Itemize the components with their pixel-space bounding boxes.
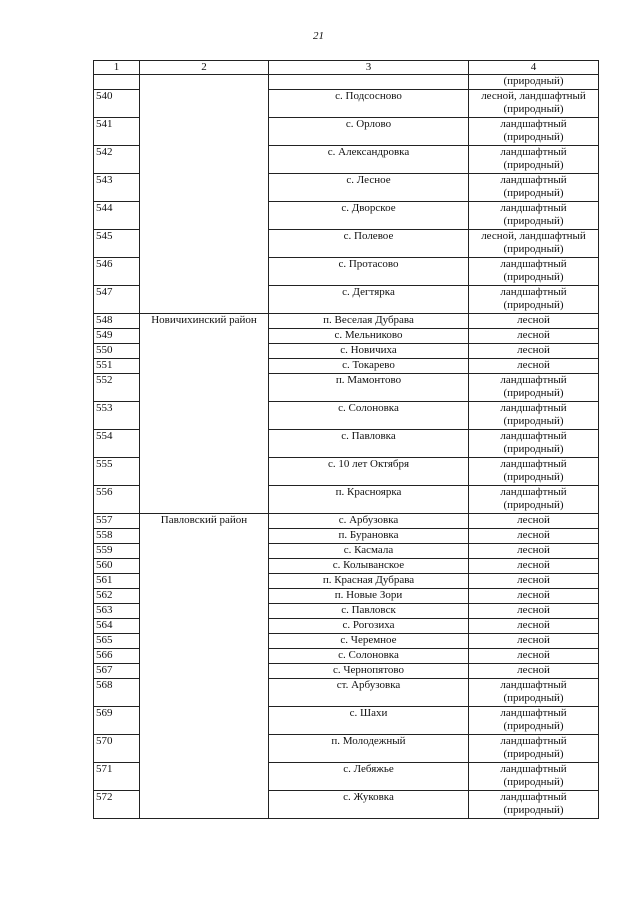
settlement-cell: с. Павловск bbox=[269, 604, 469, 619]
resort-type-cell: лесной bbox=[469, 619, 599, 634]
resort-type-cell: лесной bbox=[469, 544, 599, 559]
settlement-cell: с. Полевое bbox=[269, 230, 469, 258]
district-cell bbox=[140, 75, 269, 90]
table-row bbox=[94, 634, 599, 649]
row-number-cell: 554 bbox=[94, 430, 140, 458]
district-cell bbox=[140, 374, 269, 402]
row-number-cell: 545 bbox=[94, 230, 140, 258]
table-row bbox=[94, 649, 599, 664]
table-row bbox=[94, 359, 599, 374]
row-number-cell: 559 bbox=[94, 544, 140, 559]
resort-type-cell: лесной bbox=[469, 344, 599, 359]
settlement-cell: с. Орлово bbox=[269, 118, 469, 146]
table-row bbox=[94, 344, 599, 359]
row-number-cell: 568 bbox=[94, 679, 140, 707]
resort-type-cell: ландшафтный (природный) bbox=[469, 174, 599, 202]
resort-type-cell: лесной, ландшафтный (природный) bbox=[469, 230, 599, 258]
resort-type-cell: ландшафтный (природный) bbox=[469, 402, 599, 430]
settlement-cell: п. Мамонтово bbox=[269, 374, 469, 402]
district-cell bbox=[140, 529, 269, 544]
settlement-cell: с. Черемное bbox=[269, 634, 469, 649]
district-cell bbox=[140, 458, 269, 486]
table-row bbox=[94, 374, 599, 402]
resort-type-cell: ландшафтный (природный) bbox=[469, 202, 599, 230]
settlement-cell: с. Павловка bbox=[269, 430, 469, 458]
settlement-cell: п. Бурановка bbox=[269, 529, 469, 544]
resort-type-cell: ландшафтный (природный) bbox=[469, 118, 599, 146]
table-row bbox=[94, 589, 599, 604]
district-cell bbox=[140, 146, 269, 174]
row-number-cell: 557 bbox=[94, 514, 140, 529]
table-row bbox=[94, 258, 599, 286]
district-cell bbox=[140, 486, 269, 514]
table-row bbox=[94, 559, 599, 574]
table-row bbox=[94, 679, 599, 707]
district-cell bbox=[140, 763, 269, 791]
row-number-cell: 541 bbox=[94, 118, 140, 146]
settlement-cell: с. Дворское bbox=[269, 202, 469, 230]
resort-type-cell: ландшафтный (природный) bbox=[469, 258, 599, 286]
settlement-cell bbox=[269, 75, 469, 90]
row-number-cell: 556 bbox=[94, 486, 140, 514]
district-cell bbox=[140, 202, 269, 230]
settlement-cell: с. Жуковка bbox=[269, 791, 469, 819]
district-cell bbox=[140, 329, 269, 344]
resort-type-cell: ландшафтный (природный) bbox=[469, 763, 599, 791]
row-number-cell: 543 bbox=[94, 174, 140, 202]
settlement-cell: с. Мельниково bbox=[269, 329, 469, 344]
resort-type-cell: ландшафтный (природный) bbox=[469, 735, 599, 763]
row-number-cell: 546 bbox=[94, 258, 140, 286]
page-number: 21 bbox=[313, 30, 324, 42]
settlement-cell: с. Дегтярка bbox=[269, 286, 469, 314]
district-cell bbox=[140, 174, 269, 202]
row-number-cell: 551 bbox=[94, 359, 140, 374]
row-number-cell: 542 bbox=[94, 146, 140, 174]
district-cell bbox=[140, 574, 269, 589]
settlement-cell: с. Колыванское bbox=[269, 559, 469, 574]
district-cell bbox=[140, 544, 269, 559]
settlement-cell: с. Чернопятово bbox=[269, 664, 469, 679]
district-cell bbox=[140, 402, 269, 430]
table-body bbox=[94, 61, 599, 819]
resort-type-cell: (природный) bbox=[469, 75, 599, 90]
table-row bbox=[94, 230, 599, 258]
settlement-cell: п. Красноярка bbox=[269, 486, 469, 514]
row-number-cell: 565 bbox=[94, 634, 140, 649]
table-row bbox=[94, 430, 599, 458]
district-cell bbox=[140, 559, 269, 574]
table-row bbox=[94, 604, 599, 619]
table-row bbox=[94, 458, 599, 486]
resort-type-cell: ландшафтный (природный) bbox=[469, 791, 599, 819]
table-row bbox=[94, 118, 599, 146]
district-cell bbox=[140, 344, 269, 359]
district-cell bbox=[140, 430, 269, 458]
row-number-cell: 553 bbox=[94, 402, 140, 430]
row-number-cell: 561 bbox=[94, 574, 140, 589]
row-number-cell: 563 bbox=[94, 604, 140, 619]
district-cell bbox=[140, 286, 269, 314]
resort-type-cell: ландшафтный (природный) bbox=[469, 430, 599, 458]
table-row bbox=[94, 90, 599, 118]
resort-type-cell: лесной bbox=[469, 559, 599, 574]
table-row bbox=[94, 763, 599, 791]
row-number-cell: 547 bbox=[94, 286, 140, 314]
resort-type-cell: ландшафтный (природный) bbox=[469, 286, 599, 314]
resort-type-cell: лесной bbox=[469, 529, 599, 544]
table-row bbox=[94, 174, 599, 202]
resort-type-cell: лесной bbox=[469, 664, 599, 679]
row-number-cell: 562 bbox=[94, 589, 140, 604]
resort-type-cell: лесной bbox=[469, 649, 599, 664]
resort-type-cell: лесной bbox=[469, 314, 599, 329]
district-cell bbox=[140, 679, 269, 707]
district-cell bbox=[140, 634, 269, 649]
table-row bbox=[94, 402, 599, 430]
header-col-2: 2 bbox=[140, 61, 269, 75]
district-cell bbox=[140, 258, 269, 286]
row-number-cell: 555 bbox=[94, 458, 140, 486]
resort-type-cell: ландшафтный (природный) bbox=[469, 486, 599, 514]
settlement-cell: с. Рогозиха bbox=[269, 619, 469, 634]
district-cell bbox=[140, 90, 269, 118]
table-row bbox=[94, 146, 599, 174]
row-number-cell: 540 bbox=[94, 90, 140, 118]
resort-type-cell: ландшафтный (природный) bbox=[469, 374, 599, 402]
resort-type-cell: лесной bbox=[469, 574, 599, 589]
settlement-cell: с. Александровка bbox=[269, 146, 469, 174]
table-row bbox=[94, 514, 599, 529]
resort-type-cell: ландшафтный (природный) bbox=[469, 707, 599, 735]
district-cell bbox=[140, 604, 269, 619]
row-number-cell: 544 bbox=[94, 202, 140, 230]
settlement-cell: п. Веселая Дубрава bbox=[269, 314, 469, 329]
table-row bbox=[94, 529, 599, 544]
table-row bbox=[94, 202, 599, 230]
row-number-cell: 567 bbox=[94, 664, 140, 679]
row-number-cell: 558 bbox=[94, 529, 140, 544]
row-number-cell: 560 bbox=[94, 559, 140, 574]
resort-type-cell: лесной, ландшафтный (природный) bbox=[469, 90, 599, 118]
district-cell bbox=[140, 230, 269, 258]
table-row bbox=[94, 664, 599, 679]
header-col-4: 4 bbox=[469, 61, 599, 75]
row-number-cell: 570 bbox=[94, 735, 140, 763]
table-row bbox=[94, 707, 599, 735]
district-cell bbox=[140, 649, 269, 664]
header-col-1: 1 bbox=[94, 61, 140, 75]
table-row bbox=[94, 286, 599, 314]
row-number-cell: 569 bbox=[94, 707, 140, 735]
resort-type-cell: лесной bbox=[469, 634, 599, 649]
resort-type-cell: лесной bbox=[469, 514, 599, 529]
settlement-cell: п. Новые Зори bbox=[269, 589, 469, 604]
settlement-cell: п. Молодежный bbox=[269, 735, 469, 763]
settlement-cell: с. Новичиха bbox=[269, 344, 469, 359]
settlement-cell: с. Касмала bbox=[269, 544, 469, 559]
table-header-row bbox=[94, 61, 599, 75]
district-cell: Новичихинский район bbox=[140, 314, 269, 329]
resort-type-cell: лесной bbox=[469, 589, 599, 604]
table-row bbox=[94, 619, 599, 634]
table-row bbox=[94, 329, 599, 344]
district-cell bbox=[140, 707, 269, 735]
settlement-cell: с. Протасово bbox=[269, 258, 469, 286]
table-row bbox=[94, 486, 599, 514]
resort-type-cell: лесной bbox=[469, 604, 599, 619]
district-cell bbox=[140, 791, 269, 819]
table-row bbox=[94, 314, 599, 329]
settlement-cell: с. Подсосново bbox=[269, 90, 469, 118]
header-col-3: 3 bbox=[269, 61, 469, 75]
settlements-table bbox=[93, 60, 599, 819]
table-row bbox=[94, 75, 599, 90]
settlement-cell: ст. Арбузовка bbox=[269, 679, 469, 707]
district-cell bbox=[140, 118, 269, 146]
resort-type-cell: ландшафтный (природный) bbox=[469, 458, 599, 486]
resort-type-cell: ландшафтный (природный) bbox=[469, 146, 599, 174]
resort-type-cell: ландшафтный (природный) bbox=[469, 679, 599, 707]
table-row bbox=[94, 574, 599, 589]
district-cell bbox=[140, 619, 269, 634]
row-number-cell: 566 bbox=[94, 649, 140, 664]
row-number-cell: 552 bbox=[94, 374, 140, 402]
district-cell: Павловский район bbox=[140, 514, 269, 529]
settlement-cell: п. Красная Дубрава bbox=[269, 574, 469, 589]
table-row bbox=[94, 791, 599, 819]
table-row bbox=[94, 544, 599, 559]
settlement-cell: с. Арбузовка bbox=[269, 514, 469, 529]
settlement-cell: с. Солоновка bbox=[269, 649, 469, 664]
settlement-cell: с. Шахи bbox=[269, 707, 469, 735]
district-cell bbox=[140, 735, 269, 763]
row-number-cell: 549 bbox=[94, 329, 140, 344]
district-cell bbox=[140, 589, 269, 604]
row-number-cell bbox=[94, 75, 140, 90]
row-number-cell: 572 bbox=[94, 791, 140, 819]
settlement-cell: с. Лесное bbox=[269, 174, 469, 202]
district-cell bbox=[140, 664, 269, 679]
settlement-cell: с. Токарево bbox=[269, 359, 469, 374]
settlement-cell: с. Лебяжье bbox=[269, 763, 469, 791]
row-number-cell: 550 bbox=[94, 344, 140, 359]
row-number-cell: 548 bbox=[94, 314, 140, 329]
resort-type-cell: лесной bbox=[469, 329, 599, 344]
settlement-cell: с. Солоновка bbox=[269, 402, 469, 430]
table-row bbox=[94, 735, 599, 763]
district-cell bbox=[140, 359, 269, 374]
settlement-cell: с. 10 лет Октября bbox=[269, 458, 469, 486]
row-number-cell: 571 bbox=[94, 763, 140, 791]
row-number-cell: 564 bbox=[94, 619, 140, 634]
resort-type-cell: лесной bbox=[469, 359, 599, 374]
